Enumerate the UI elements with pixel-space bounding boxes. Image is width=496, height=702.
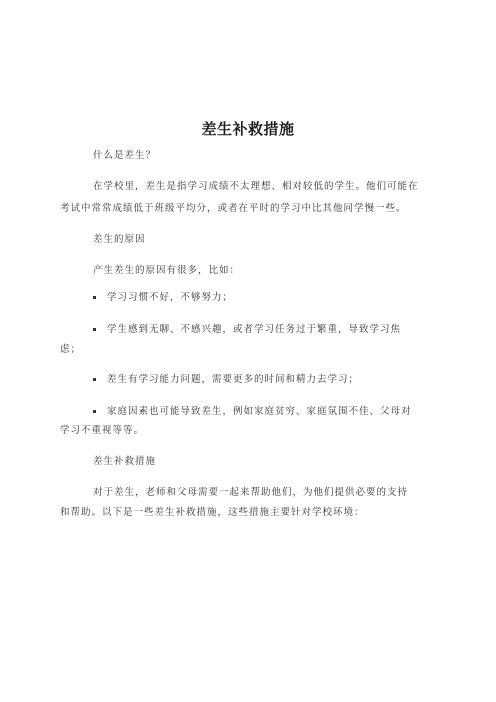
definition-line-2: 考试中常常成绩低于班级平均分，或者在平时的学习中比其他同学慢一些。 — [60, 203, 407, 214]
bullet-marker — [93, 378, 96, 381]
measures-line-2: 和帮助。以下是一些差生补救措施，这些措施主要针对学校环境： — [60, 507, 365, 518]
reasons-heading: 差生的原因 — [93, 234, 146, 245]
bullet-marker — [93, 410, 96, 413]
bullet-marker — [93, 328, 96, 331]
measures-heading: 差生补救措施 — [93, 456, 157, 467]
reasons-intro: 产生差生的原因有很多，比如： — [93, 265, 241, 276]
bullet-item-4-line-2: 学习不重视等等。 — [60, 425, 145, 436]
bullet-item-4-line-1: 家庭因素也可能导致差生，例如家庭贫穷、家庭氛围不佳、父母对 — [107, 406, 412, 417]
bullet-item-3: 差生有学习能力问题，需要更多的时间和精力去学习； — [107, 374, 360, 385]
bullet-item-2-line-2: 虑； — [60, 344, 82, 355]
document-title: 差生补救措施 — [201, 120, 295, 138]
question-what-is: 什么是差生？ — [93, 150, 157, 161]
measures-line-1: 对于差生，老师和父母需要一起来帮助他们，为他们提供必要的支持 — [93, 487, 409, 498]
bullet-marker — [93, 296, 96, 299]
definition-line-1: 在学校里，差生是指学习成绩不太理想、相对较低的学生。他们可能在 — [93, 181, 419, 192]
bullet-item-1: 学习习惯不好，不够努力； — [107, 292, 234, 303]
bullet-item-2-line-1: 学生感到无聊、不感兴趣，或者学习任务过于繁重，导致学习焦 — [107, 324, 402, 335]
